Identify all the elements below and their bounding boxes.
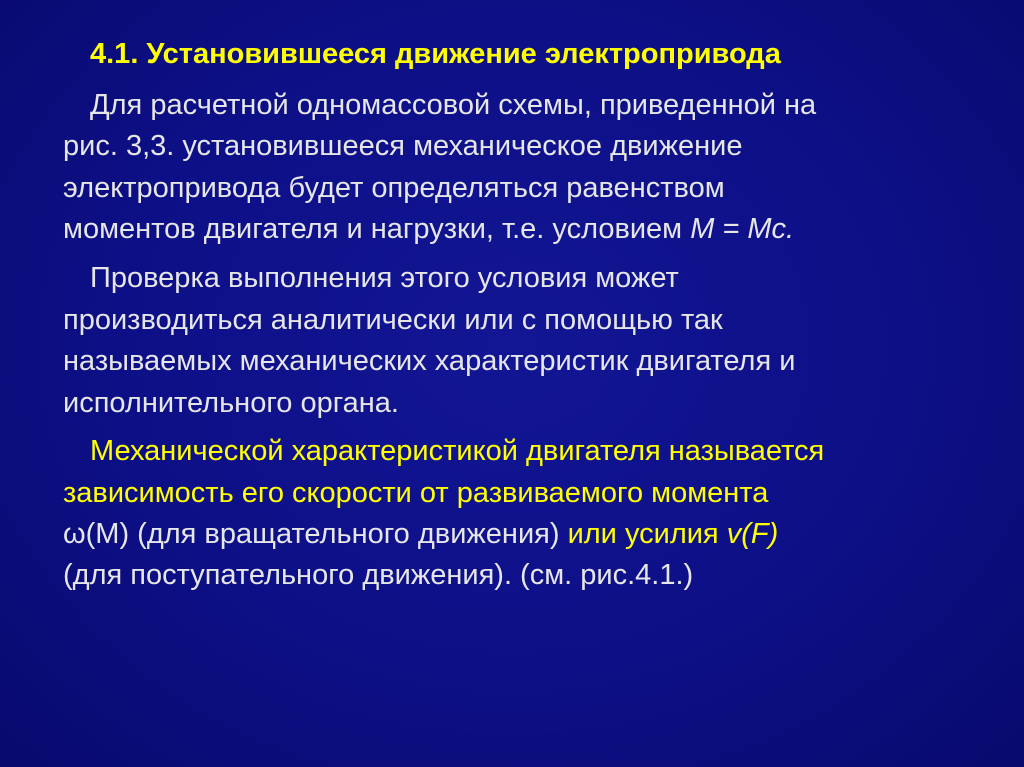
paragraph-1-line-4-text: моментов двигателя и нагрузки, т.е. условием [63,213,691,245]
velocity-force-formula: v(F) [726,518,779,550]
paragraph-1-line-2: рис. 3,3. установившееся механическое движение [63,130,743,162]
equation-formula: М = Мс. [690,213,795,245]
paragraph-2-line-2: производиться аналитически или с помощью так [63,304,723,336]
paragraph-3-line-2: зависимость его скорости от развиваемого момента [63,477,769,509]
paragraph-2-line-3: называемых механических характеристик двигателя и [63,345,796,377]
slide-title: 4.1. Установившееся движение электропривода [90,38,781,70]
paragraph-2-line-4: исполнительного органа. [63,387,399,419]
paragraph-2-line-1: Проверка выполнения этого условия может [90,262,679,294]
paragraph-3-line-3 [63,516,778,552]
paragraph-3-line-1: Механической характеристикой двигателя называется [90,435,825,467]
paragraph-3-line-4: (для поступательного движения). (см. рис.4.1.) [63,559,694,591]
paragraph-1-line-3: электропривода будет определяться равенством [63,172,725,204]
paragraph-1-line-4 [63,211,794,247]
paragraph-3-line-3-part-1: ω(М) (для вращательного движения) [63,518,568,550]
paragraph-3-line-3-part-2: или усилия [567,518,727,550]
paragraph-1-line-1: Для расчетной одномассовой схемы, приведенной на [90,89,817,121]
